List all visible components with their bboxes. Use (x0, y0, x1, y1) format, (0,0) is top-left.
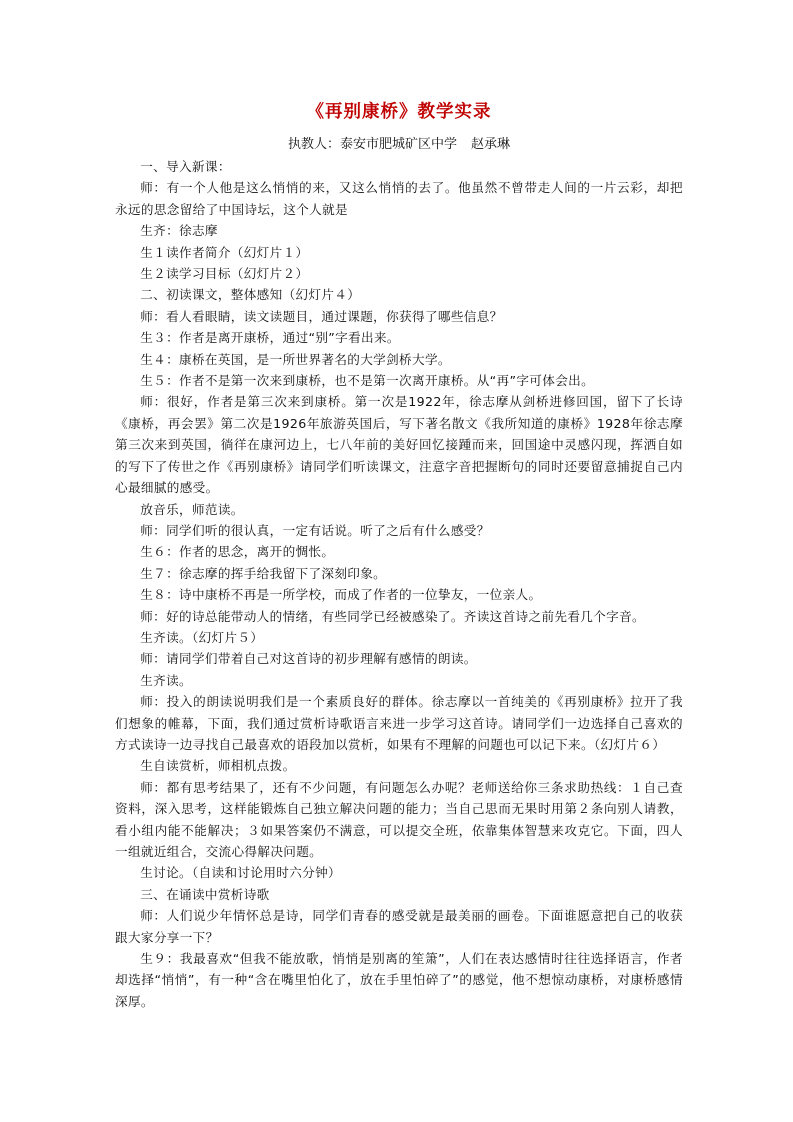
paragraph: 生６：作者的思念，离开的惆怅。 (140, 544, 335, 560)
paragraph: 师：有一个人他是这么悄悄的来，又这么悄悄的去了。他虽然不曾带走人间的一片云彩，却把永远的思念留给了中国诗坛，这个人就是 (115, 180, 683, 217)
paragraph: 师：请同学们带着自己对这首诗的初步理解有感情的朗读。 (140, 651, 477, 667)
author-label: 执教人：泰安市肥城矿区中学 (287, 137, 457, 152)
paragraph: 师：同学们听的很认真，一定有话说。听了之后有什么感受？ (140, 522, 490, 538)
paragraph: 一、导入新课： (140, 159, 231, 174)
paragraph: 生７：徐志摩的挥手给我留下了深刻印象。 (140, 565, 387, 581)
paragraph: 生自读赏析，师相机点拨。 (140, 758, 296, 774)
paragraph: 生８：诗中康桥不再是一所学校，而成了作者的一位挚友，一位亲人。 (140, 587, 542, 603)
document-body (115, 156, 683, 1012)
paragraph: 生１读作者简介（幻灯片１） (140, 244, 309, 260)
paragraph: 三、在诵读中赏析诗歌 (140, 886, 270, 902)
document-title: 《再别康桥》教学实录 (306, 102, 492, 122)
paragraph: 师：看人看眼睛，读文读题目，通过课题，你获得了哪些信息？ (140, 308, 503, 324)
paragraph: 师：很好，作者是第三次来到康桥。第一次是1922年，徐志摩从剑桥进修回国，留下了长诗《康桥，再会罢》第二次是1926年旅游英国后，写下著名散文《我所知道的康桥》1928年徐志摩第三次来到英国，徜徉在康河边上，七八年前的美好回忆接踵而来，回国途中灵感闪现，挥洒自如的写下了传世之作《再别康桥》请同学们听读课文，注意字音把握断句的同时还要留意捕捉自己内心最细腻的感受。 (115, 394, 683, 496)
paragraph: 生齐：徐志摩 (140, 223, 218, 239)
paragraph: 师：都有思考结果了，还有不少问题，有问题怎么办呢？老师送给你三条求助热线：１自己查资料，深入思考，这样能锻炼自己独立解决问题的能力；当自己思而无果时用第２条向别人请教，看小组内能不能解决；３如果答案仍不满意，可以提交全班，依靠集体智慧来攻克它。下面，四人一组就近组合，交流心得解决问题。 (115, 779, 683, 859)
paragraph: 生３：作者是离开康桥，通过“别”字看出来。 (140, 330, 400, 346)
paragraph: 生９：我最喜欢“但我不能放歌，悄悄是别离的笙箫”，人们在表达感情时往往选择语言，作者却选择“悄悄”，有一种“含在嘴里怕化了，放在手里怕碎了”的感觉，他不想惊动康桥，对康桥感情深厚。 (115, 951, 683, 1009)
paragraph: 师：好的诗总能带动人的情绪，有些同学已经被感染了。齐读这首诗之前先看几个字音。 (140, 608, 645, 624)
paragraph: 生４：康桥在英国，是一所世界著名的大学剑桥大学。 (140, 351, 451, 367)
paragraph: 生讨论。（自读和讨论用时六分钟） (140, 865, 341, 881)
paragraph: 生齐读。（幻灯片５） (140, 629, 264, 645)
paragraph: 师：人们说少年情怀总是诗，同学们青春的感受就是最美丽的画卷。下面谁愿意把自己的收获跟大家分享一下？ (115, 908, 683, 945)
document-page (115, 100, 683, 1012)
paragraph: 师：投入的朗读说明我们是一个素质良好的群体。徐志摩以一首纯美的《再别康桥》拉开了我们想象的帷幕，下面，我们通过赏析诗歌语言来进一步学习这首诗。请同学们一边选择自己喜欢的方式读诗一边寻找自己最喜欢的语段加以赏析，如果有不理解的问题也可以记下来。（幻灯片６） (115, 694, 683, 752)
paragraph: 二、初读课文，整体感知（幻灯片４） (140, 287, 361, 303)
author-line (115, 136, 683, 154)
paragraph: 生齐读。 (140, 672, 192, 688)
paragraph: 生５：作者不是第一次来到康桥，也不是第一次离开康桥。从“再”字可体会出。 (140, 373, 595, 389)
author-name: 赵承琳 (471, 137, 511, 152)
paragraph: 生２读学习目标（幻灯片２） (140, 266, 309, 282)
paragraph: 放音乐，师范读。 (140, 501, 244, 517)
